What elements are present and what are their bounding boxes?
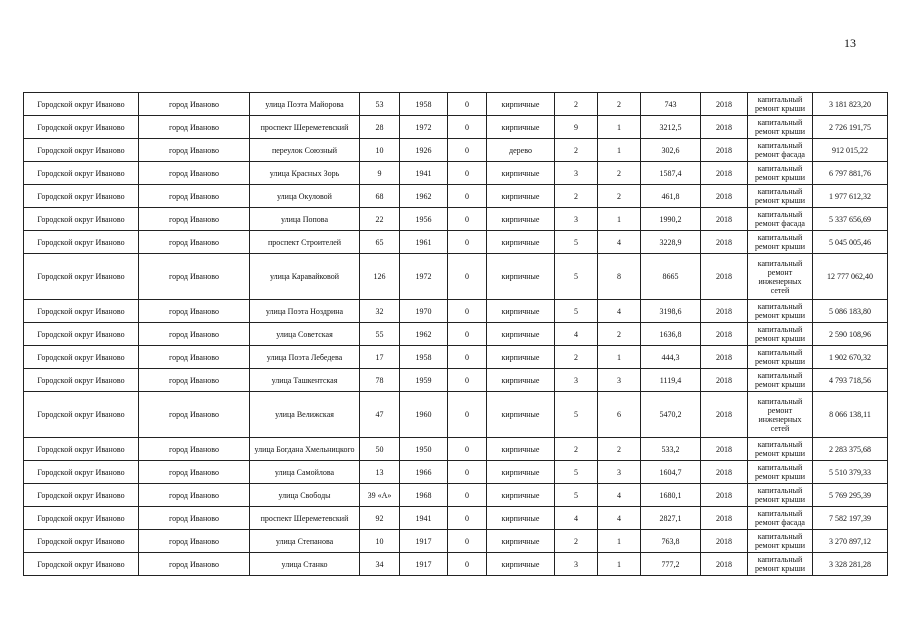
city-cell: город Иваново <box>139 208 250 231</box>
entrances-cell: 3 <box>598 461 641 484</box>
district-cell: Городской округ Иваново <box>24 300 139 323</box>
table-row <box>24 93 888 116</box>
housing-repair-table <box>23 92 888 576</box>
street-cell: улица Поэта Лебедева <box>250 346 360 369</box>
table-row <box>24 254 888 300</box>
floors-cell: 2 <box>555 185 598 208</box>
city-cell: город Иваново <box>139 530 250 553</box>
work-type-cell: капитальный ремонт крыши <box>748 346 813 369</box>
cost-cell: 1 977 612,32 <box>813 185 888 208</box>
area-cell: 2827,1 <box>641 507 701 530</box>
city-cell: город Иваново <box>139 300 250 323</box>
street-cell: улица Попова <box>250 208 360 231</box>
wall-material-cell: кирпичные <box>487 438 555 461</box>
street-cell: улица Самойлова <box>250 461 360 484</box>
table-row <box>24 231 888 254</box>
district-cell: Городской округ Иваново <box>24 461 139 484</box>
house-number-cell: 13 <box>360 461 400 484</box>
house-number-cell: 78 <box>360 369 400 392</box>
area-cell: 8665 <box>641 254 701 300</box>
area-cell: 777,2 <box>641 553 701 576</box>
city-cell: город Иваново <box>139 139 250 162</box>
plan-year-cell: 2018 <box>701 300 748 323</box>
work-type-cell: капитальный ремонт фасада <box>748 507 813 530</box>
year-built-cell: 1966 <box>400 461 448 484</box>
house-number-cell: 92 <box>360 507 400 530</box>
work-type-cell: капитальный ремонт фасада <box>748 208 813 231</box>
entrances-cell: 1 <box>598 116 641 139</box>
cost-cell: 3 181 823,20 <box>813 93 888 116</box>
zero-value-cell: 0 <box>448 392 487 438</box>
cost-cell: 5 045 005,46 <box>813 231 888 254</box>
area-cell: 3212,5 <box>641 116 701 139</box>
cost-cell: 8 066 138,11 <box>813 392 888 438</box>
floors-cell: 5 <box>555 300 598 323</box>
year-built-cell: 1956 <box>400 208 448 231</box>
table-row <box>24 484 888 507</box>
floors-cell: 5 <box>555 254 598 300</box>
year-built-cell: 1941 <box>400 162 448 185</box>
house-number-cell: 22 <box>360 208 400 231</box>
wall-material-cell: кирпичные <box>487 208 555 231</box>
floors-cell: 2 <box>555 139 598 162</box>
street-cell: проспект Строителей <box>250 231 360 254</box>
area-cell: 533,2 <box>641 438 701 461</box>
wall-material-cell: кирпичные <box>487 323 555 346</box>
year-built-cell: 1958 <box>400 346 448 369</box>
cost-cell: 12 777 062,40 <box>813 254 888 300</box>
entrances-cell: 2 <box>598 438 641 461</box>
city-cell: город Иваново <box>139 461 250 484</box>
year-built-cell: 1968 <box>400 484 448 507</box>
street-cell: улица Каравайковой <box>250 254 360 300</box>
plan-year-cell: 2018 <box>701 139 748 162</box>
cost-cell: 5 086 183,80 <box>813 300 888 323</box>
area-cell: 763,8 <box>641 530 701 553</box>
street-cell: улица Красных Зорь <box>250 162 360 185</box>
plan-year-cell: 2018 <box>701 438 748 461</box>
house-number-cell: 28 <box>360 116 400 139</box>
plan-year-cell: 2018 <box>701 254 748 300</box>
district-cell: Городской округ Иваново <box>24 139 139 162</box>
entrances-cell: 1 <box>598 346 641 369</box>
year-built-cell: 1959 <box>400 369 448 392</box>
district-cell: Городской округ Иваново <box>24 231 139 254</box>
table-row <box>24 139 888 162</box>
street-cell: улица Богдана Хмельницкого <box>250 438 360 461</box>
table-row <box>24 323 888 346</box>
entrances-cell: 2 <box>598 185 641 208</box>
zero-value-cell: 0 <box>448 162 487 185</box>
city-cell: город Иваново <box>139 438 250 461</box>
city-cell: город Иваново <box>139 369 250 392</box>
district-cell: Городской округ Иваново <box>24 530 139 553</box>
year-built-cell: 1941 <box>400 507 448 530</box>
year-built-cell: 1970 <box>400 300 448 323</box>
district-cell: Городской округ Иваново <box>24 93 139 116</box>
area-cell: 1990,2 <box>641 208 701 231</box>
zero-value-cell: 0 <box>448 484 487 507</box>
plan-year-cell: 2018 <box>701 346 748 369</box>
zero-value-cell: 0 <box>448 208 487 231</box>
floors-cell: 3 <box>555 553 598 576</box>
street-cell: улица Степанова <box>250 530 360 553</box>
year-built-cell: 1917 <box>400 553 448 576</box>
entrances-cell: 2 <box>598 323 641 346</box>
house-number-cell: 39 «А» <box>360 484 400 507</box>
zero-value-cell: 0 <box>448 116 487 139</box>
street-cell: проспект Шереметевский <box>250 116 360 139</box>
table-row <box>24 461 888 484</box>
floors-cell: 2 <box>555 438 598 461</box>
work-type-cell: капитальный ремонт крыши <box>748 323 813 346</box>
cost-cell: 5 769 295,39 <box>813 484 888 507</box>
district-cell: Городской округ Иваново <box>24 162 139 185</box>
table-row <box>24 438 888 461</box>
district-cell: Городской округ Иваново <box>24 438 139 461</box>
work-type-cell: капитальный ремонт фасада <box>748 139 813 162</box>
table-row <box>24 185 888 208</box>
table-row <box>24 162 888 185</box>
plan-year-cell: 2018 <box>701 530 748 553</box>
wall-material-cell: кирпичные <box>487 185 555 208</box>
city-cell: город Иваново <box>139 162 250 185</box>
city-cell: город Иваново <box>139 254 250 300</box>
zero-value-cell: 0 <box>448 369 487 392</box>
work-type-cell: капитальный ремонт крыши <box>748 231 813 254</box>
floors-cell: 5 <box>555 461 598 484</box>
work-type-cell: капитальный ремонт крыши <box>748 93 813 116</box>
house-number-cell: 55 <box>360 323 400 346</box>
cost-cell: 2 590 108,96 <box>813 323 888 346</box>
work-type-cell: капитальный ремонт крыши <box>748 185 813 208</box>
street-cell: проспект Шереметевский <box>250 507 360 530</box>
district-cell: Городской округ Иваново <box>24 553 139 576</box>
zero-value-cell: 0 <box>448 254 487 300</box>
floors-cell: 3 <box>555 369 598 392</box>
work-type-cell: капитальный ремонт инженерных сетей <box>748 254 813 300</box>
city-cell: город Иваново <box>139 93 250 116</box>
floors-cell: 2 <box>555 530 598 553</box>
cost-cell: 3 328 281,28 <box>813 553 888 576</box>
table-row <box>24 392 888 438</box>
plan-year-cell: 2018 <box>701 392 748 438</box>
table-row <box>24 346 888 369</box>
area-cell: 302,6 <box>641 139 701 162</box>
street-cell: улица Свободы <box>250 484 360 507</box>
district-cell: Городской округ Иваново <box>24 116 139 139</box>
floors-cell: 3 <box>555 208 598 231</box>
zero-value-cell: 0 <box>448 438 487 461</box>
house-number-cell: 50 <box>360 438 400 461</box>
house-number-cell: 10 <box>360 139 400 162</box>
plan-year-cell: 2018 <box>701 553 748 576</box>
district-cell: Городской округ Иваново <box>24 323 139 346</box>
zero-value-cell: 0 <box>448 93 487 116</box>
plan-year-cell: 2018 <box>701 208 748 231</box>
wall-material-cell: кирпичные <box>487 461 555 484</box>
year-built-cell: 1962 <box>400 323 448 346</box>
house-number-cell: 9 <box>360 162 400 185</box>
city-cell: город Иваново <box>139 507 250 530</box>
floors-cell: 3 <box>555 162 598 185</box>
area-cell: 1587,4 <box>641 162 701 185</box>
cost-cell: 2 726 191,75 <box>813 116 888 139</box>
work-type-cell: капитальный ремонт крыши <box>748 162 813 185</box>
city-cell: город Иваново <box>139 116 250 139</box>
district-cell: Городской округ Иваново <box>24 484 139 507</box>
house-number-cell: 17 <box>360 346 400 369</box>
district-cell: Городской округ Иваново <box>24 369 139 392</box>
zero-value-cell: 0 <box>448 553 487 576</box>
wall-material-cell: кирпичные <box>487 484 555 507</box>
area-cell: 1636,8 <box>641 323 701 346</box>
plan-year-cell: 2018 <box>701 231 748 254</box>
house-number-cell: 126 <box>360 254 400 300</box>
zero-value-cell: 0 <box>448 346 487 369</box>
plan-year-cell: 2018 <box>701 162 748 185</box>
work-type-cell: капитальный ремонт крыши <box>748 553 813 576</box>
city-cell: город Иваново <box>139 484 250 507</box>
year-built-cell: 1960 <box>400 392 448 438</box>
plan-year-cell: 2018 <box>701 507 748 530</box>
street-cell: улица Велижская <box>250 392 360 438</box>
year-built-cell: 1917 <box>400 530 448 553</box>
house-number-cell: 32 <box>360 300 400 323</box>
city-cell: город Иваново <box>139 323 250 346</box>
entrances-cell: 1 <box>598 139 641 162</box>
cost-cell: 1 902 670,32 <box>813 346 888 369</box>
zero-value-cell: 0 <box>448 185 487 208</box>
district-cell: Городской округ Иваново <box>24 254 139 300</box>
entrances-cell: 2 <box>598 162 641 185</box>
wall-material-cell: кирпичные <box>487 300 555 323</box>
street-cell: улица Ташкентская <box>250 369 360 392</box>
house-number-cell: 10 <box>360 530 400 553</box>
work-type-cell: капитальный ремонт инженерных сетей <box>748 392 813 438</box>
street-cell: улица Окуловой <box>250 185 360 208</box>
work-type-cell: капитальный ремонт крыши <box>748 300 813 323</box>
house-number-cell: 47 <box>360 392 400 438</box>
city-cell: город Иваново <box>139 553 250 576</box>
table-row <box>24 553 888 576</box>
district-cell: Городской округ Иваново <box>24 346 139 369</box>
wall-material-cell: кирпичные <box>487 162 555 185</box>
cost-cell: 5 337 656,69 <box>813 208 888 231</box>
entrances-cell: 4 <box>598 231 641 254</box>
house-number-cell: 68 <box>360 185 400 208</box>
floors-cell: 4 <box>555 507 598 530</box>
district-cell: Городской округ Иваново <box>24 185 139 208</box>
street-cell: улица Советская <box>250 323 360 346</box>
area-cell: 5470,2 <box>641 392 701 438</box>
entrances-cell: 1 <box>598 530 641 553</box>
district-cell: Городской округ Иваново <box>24 392 139 438</box>
wall-material-cell: кирпичные <box>487 93 555 116</box>
zero-value-cell: 0 <box>448 530 487 553</box>
floors-cell: 5 <box>555 484 598 507</box>
entrances-cell: 3 <box>598 369 641 392</box>
house-number-cell: 65 <box>360 231 400 254</box>
plan-year-cell: 2018 <box>701 323 748 346</box>
entrances-cell: 4 <box>598 484 641 507</box>
table-row <box>24 116 888 139</box>
year-built-cell: 1972 <box>400 116 448 139</box>
work-type-cell: капитальный ремонт крыши <box>748 530 813 553</box>
wall-material-cell: кирпичные <box>487 346 555 369</box>
plan-year-cell: 2018 <box>701 461 748 484</box>
table-row <box>24 507 888 530</box>
entrances-cell: 4 <box>598 507 641 530</box>
street-cell: улица Поэта Майорова <box>250 93 360 116</box>
floors-cell: 5 <box>555 231 598 254</box>
year-built-cell: 1961 <box>400 231 448 254</box>
zero-value-cell: 0 <box>448 507 487 530</box>
entrances-cell: 6 <box>598 392 641 438</box>
cost-cell: 912 015,22 <box>813 139 888 162</box>
area-cell: 3198,6 <box>641 300 701 323</box>
house-number-cell: 34 <box>360 553 400 576</box>
cost-cell: 6 797 881,76 <box>813 162 888 185</box>
city-cell: город Иваново <box>139 231 250 254</box>
page-number: 13 <box>844 36 856 50</box>
floors-cell: 9 <box>555 116 598 139</box>
entrances-cell: 4 <box>598 300 641 323</box>
wall-material-cell: кирпичные <box>487 116 555 139</box>
wall-material-cell: кирпичные <box>487 231 555 254</box>
wall-material-cell: кирпичные <box>487 507 555 530</box>
floors-cell: 5 <box>555 392 598 438</box>
zero-value-cell: 0 <box>448 323 487 346</box>
wall-material-cell: кирпичные <box>487 369 555 392</box>
street-cell: переулок Союзный <box>250 139 360 162</box>
district-cell: Городской округ Иваново <box>24 208 139 231</box>
table-row <box>24 300 888 323</box>
zero-value-cell: 0 <box>448 461 487 484</box>
entrances-cell: 1 <box>598 208 641 231</box>
city-cell: город Иваново <box>139 392 250 438</box>
entrances-cell: 1 <box>598 553 641 576</box>
wall-material-cell: дерево <box>487 139 555 162</box>
wall-material-cell: кирпичные <box>487 254 555 300</box>
area-cell: 743 <box>641 93 701 116</box>
floors-cell: 2 <box>555 93 598 116</box>
wall-material-cell: кирпичные <box>487 530 555 553</box>
plan-year-cell: 2018 <box>701 369 748 392</box>
work-type-cell: капитальный ремонт крыши <box>748 438 813 461</box>
district-cell: Городской округ Иваново <box>24 507 139 530</box>
cost-cell: 2 283 375,68 <box>813 438 888 461</box>
area-cell: 1680,1 <box>641 484 701 507</box>
table-body <box>24 93 888 576</box>
area-cell: 461,8 <box>641 185 701 208</box>
plan-year-cell: 2018 <box>701 93 748 116</box>
year-built-cell: 1962 <box>400 185 448 208</box>
entrances-cell: 8 <box>598 254 641 300</box>
work-type-cell: капитальный ремонт крыши <box>748 484 813 507</box>
table-row <box>24 208 888 231</box>
plan-year-cell: 2018 <box>701 484 748 507</box>
work-type-cell: капитальный ремонт крыши <box>748 116 813 139</box>
cost-cell: 7 582 197,39 <box>813 507 888 530</box>
work-type-cell: капитальный ремонт крыши <box>748 369 813 392</box>
cost-cell: 4 793 718,56 <box>813 369 888 392</box>
wall-material-cell: кирпичные <box>487 392 555 438</box>
year-built-cell: 1958 <box>400 93 448 116</box>
floors-cell: 2 <box>555 346 598 369</box>
plan-year-cell: 2018 <box>701 116 748 139</box>
plan-year-cell: 2018 <box>701 185 748 208</box>
zero-value-cell: 0 <box>448 300 487 323</box>
area-cell: 1119,4 <box>641 369 701 392</box>
street-cell: улица Поэта Ноздрина <box>250 300 360 323</box>
year-built-cell: 1972 <box>400 254 448 300</box>
area-cell: 3228,9 <box>641 231 701 254</box>
floors-cell: 4 <box>555 323 598 346</box>
wall-material-cell: кирпичные <box>487 553 555 576</box>
entrances-cell: 2 <box>598 93 641 116</box>
street-cell: улица Станко <box>250 553 360 576</box>
area-cell: 1604,7 <box>641 461 701 484</box>
year-built-cell: 1926 <box>400 139 448 162</box>
year-built-cell: 1950 <box>400 438 448 461</box>
city-cell: город Иваново <box>139 346 250 369</box>
area-cell: 444,3 <box>641 346 701 369</box>
cost-cell: 3 270 897,12 <box>813 530 888 553</box>
table-row <box>24 530 888 553</box>
city-cell: город Иваново <box>139 185 250 208</box>
zero-value-cell: 0 <box>448 139 487 162</box>
work-type-cell: капитальный ремонт крыши <box>748 461 813 484</box>
house-number-cell: 53 <box>360 93 400 116</box>
cost-cell: 5 510 379,33 <box>813 461 888 484</box>
zero-value-cell: 0 <box>448 231 487 254</box>
table-row <box>24 369 888 392</box>
